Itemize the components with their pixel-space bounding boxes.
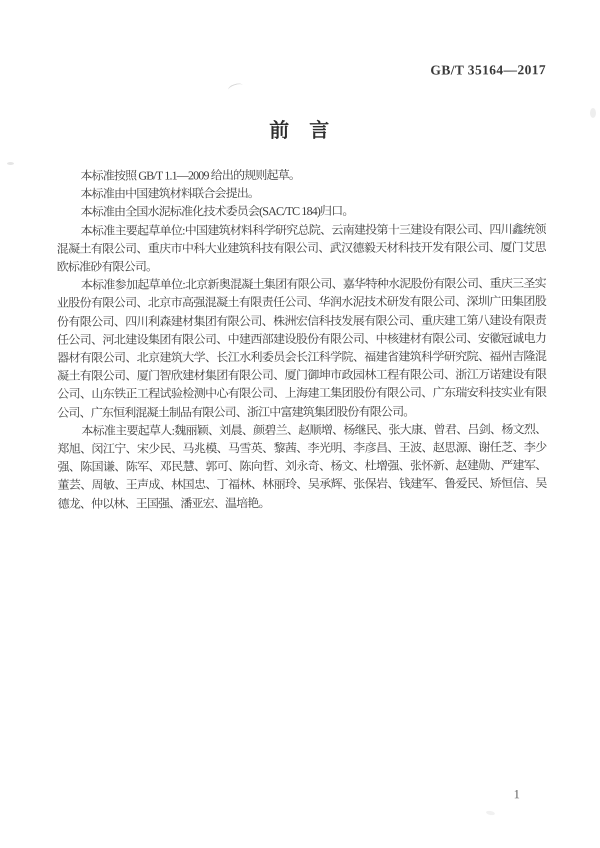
paragraph-main-drafters: 本标准主要起草人:魏丽颖、刘晨、颜碧兰、赵顺增、杨继民、张大康、曾君、吕剑、杨文烈、郑旭、闵江宁、宋少民、马兆模、马雪英、黎茜、李光明、李彦昌、王波、赵思源、谢任芝、李少强、陈国谦、陈军、邓民慧、郭可、陈向哲、刘永奇、杨文、杜增强、张怀新、赵建勋、严建军、董芸、周敏、王声成、林国忠、丁福林、林丽玲、吴承辉、张保岩、钱建军、鲁爱民、矫恒信、吴德龙、仲以林、王国强、潘亚宏、温培艳。	[57, 421, 547, 511]
paragraph-centralized-by: 本标准由全国水泥标准化技术委员会(SAC/TC 184)归口。	[80, 204, 354, 220]
standard-code-header: GB/T 35164—2017	[430, 62, 547, 78]
page-title-foreword: 前 言	[269, 117, 330, 143]
paragraph-drafting-rules: 本标准按照 GB/T 1.1—2009 给出的规则起草。	[80, 167, 301, 183]
paragraph-proposed-by: 本标准由中国建筑材料联合会提出。	[80, 186, 260, 201]
foreword-body	[56, 165, 546, 513]
paragraph-main-drafting-organizations: 本标准主要起草单位:中国建筑材料科学研究总院、云南建投第十三建设有限公司、四川鑫统领混凝土有限公司、重庆市中科大业建筑科技有限公司、武汉德毅天材科技开发有限公司、厦门艾思欧标准砂有限公司。	[56, 221, 546, 274]
page-number: 1	[513, 787, 520, 802]
paragraph-participating-organizations: 本标准参加起草单位:北京新奥混凝土集团有限公司、嘉华特种水泥股份有限公司、重庆三圣实业股份有限公司、北京市高强混凝土有限责任公司、华润水泥技术研发有限公司、深圳广田集团股份有限公司、四川利森建材集团有限公司、株洲宏信科技发展有限公司、重庆建工第八建设有限责任公司、河北建设集团有限公司、中建西部建设股份有限公司、中核建材有限公司、安徽冠诚电力器材有限公司、北京建筑大学、长江水利委员会长江科学院、福建省建筑科学研究院、福州吉隆混凝土有限公司、厦门智欣建材集团有限公司、厦门御坤市政园林工程有限公司、浙江万诺建设有限公司、山东铁正工程试验检测中心有限公司、上海建工集团股份有限公司、广东瑞安科技实业有限公司、广东恒利混凝土制品有限公司、浙江中富建筑集团股份有限公司。	[56, 276, 547, 420]
